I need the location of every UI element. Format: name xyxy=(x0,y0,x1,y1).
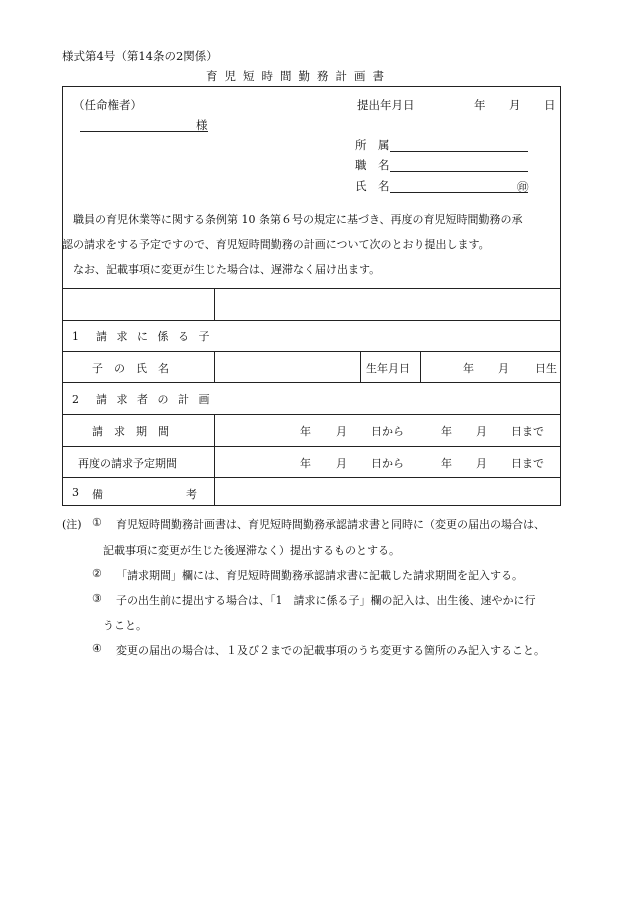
body-line-2: 認の請求をする予定ですので、育児短時間勤務の計画について次のとおり提出します。 xyxy=(62,238,490,251)
dept-label: 所 属 xyxy=(355,138,390,152)
submission-year: 年 xyxy=(474,98,486,112)
authority-label: （任命権者） xyxy=(73,98,142,112)
form-id: 様式第4号（第14条の2関係） xyxy=(62,49,218,63)
name-label: 氏 名 xyxy=(355,179,390,193)
table-line xyxy=(62,382,561,383)
page-title: 育児短時間勤務計画書 xyxy=(206,69,391,83)
table-divider xyxy=(420,351,421,382)
job-title-field[interactable] xyxy=(390,171,528,172)
submission-day: 日 xyxy=(544,98,556,112)
remarks-label-b: 考 xyxy=(186,488,197,501)
child-name-field[interactable] xyxy=(215,352,359,381)
period-from-year: 年 xyxy=(300,425,311,438)
body-line-1: 職員の育児休業等に関する条例第 10 条第６号の規定に基づき、再度の育児短時間勤務の承 xyxy=(73,213,523,226)
table-line xyxy=(62,446,561,447)
birth-year: 年 xyxy=(463,362,474,375)
remarks-field[interactable] xyxy=(215,478,560,505)
notes-prefix: (注) xyxy=(62,518,82,531)
section2-heading: 2 請 求 者 の 計 画 xyxy=(72,393,213,406)
name-field[interactable] xyxy=(390,192,528,193)
note-2-text: 「請求期間」欄には、育児短時間勤務承認請求書に記載した請求期間を記入する。 xyxy=(116,569,523,582)
note-4-text: 変更の届出の場合は、１及び２までの記載事項のうち変更する箇所のみ記入すること。 xyxy=(116,644,545,657)
period-label: 請 求 期 間 xyxy=(92,425,169,438)
period-to-month: 月 xyxy=(476,425,487,438)
addressee-underline[interactable] xyxy=(80,131,208,132)
birthdate-label: 生年月日 xyxy=(366,362,410,375)
job-title-label: 職 名 xyxy=(355,158,390,172)
birth-month: 月 xyxy=(498,362,509,375)
note-3-mark: ③ xyxy=(92,592,102,605)
blank-cell-left[interactable] xyxy=(63,289,213,319)
replan-from-day: 日から xyxy=(371,457,404,470)
child-name-label: 子 の 氏 名 xyxy=(92,362,169,375)
note-3-continuation: うこと。 xyxy=(103,619,147,632)
replan-from-month: 月 xyxy=(336,457,347,470)
table-line xyxy=(62,320,561,321)
period-to-year: 年 xyxy=(441,425,452,438)
submission-date-label: 提出年月日 xyxy=(357,98,415,112)
replan-to-day: 日まで xyxy=(511,457,544,470)
remarks-label-a: 備 xyxy=(92,488,103,501)
birth-day: 日生 xyxy=(535,362,557,375)
replan-to-month: 月 xyxy=(476,457,487,470)
note-1-text: 育児短時間勤務計画書は、育児短時間勤務承認請求書と同時に（変更の届出の場合は、 xyxy=(116,518,545,531)
period-from-day: 日から xyxy=(371,425,404,438)
blank-cell-right[interactable] xyxy=(215,289,560,319)
replan-label: 再度の請求予定期間 xyxy=(78,457,177,470)
note-2-mark: ② xyxy=(92,567,102,580)
table-line xyxy=(62,414,561,415)
seal-mark: ㊞ xyxy=(517,180,529,194)
note-4-mark: ④ xyxy=(92,642,102,655)
submission-month: 月 xyxy=(509,98,521,112)
body-line-3: なお、記載事項に変更が生じた場合は、遅滞なく届け出ます。 xyxy=(73,263,381,276)
note-1-mark: ① xyxy=(92,516,102,529)
replan-from-year: 年 xyxy=(300,457,311,470)
period-from-month: 月 xyxy=(336,425,347,438)
note-1-continuation: 記載事項に変更が生じた後遅滞なく）提出するものとする。 xyxy=(103,544,400,557)
replan-to-year: 年 xyxy=(441,457,452,470)
period-to-day: 日まで xyxy=(511,425,544,438)
note-3-text: 子の出生前に提出する場合は、「1 請求に係る子」欄の記入は、出生後、速やかに行 xyxy=(116,594,536,607)
addressee-suffix: 様 xyxy=(196,118,208,132)
section1-heading: 1 請 求 に 係 る 子 xyxy=(72,330,213,343)
section3-number: 3 xyxy=(72,486,79,499)
table-divider xyxy=(360,351,361,382)
dept-field[interactable] xyxy=(390,151,528,152)
